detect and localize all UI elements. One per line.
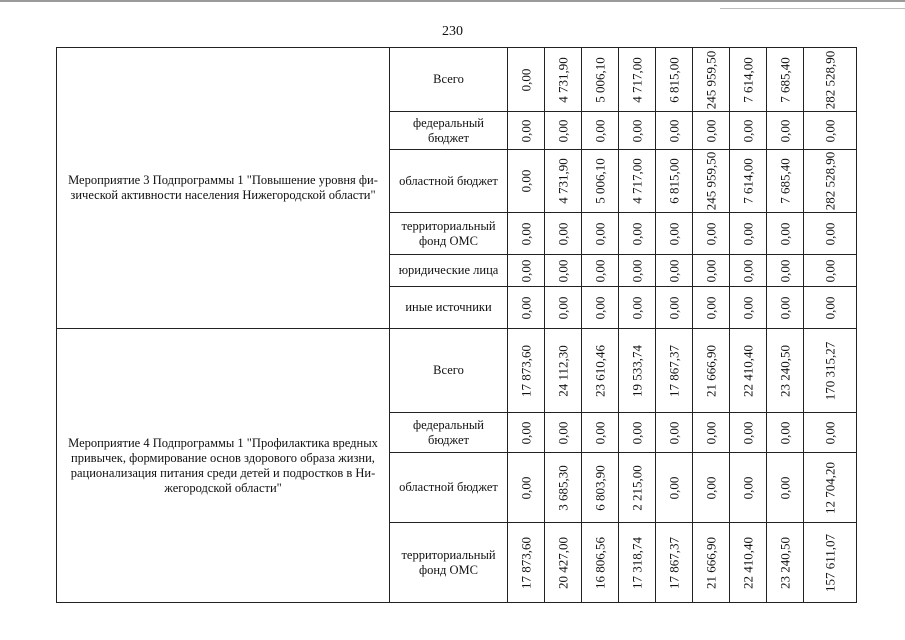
value-text: 282 528,90 xyxy=(822,50,838,109)
value-text: 245 959,50 xyxy=(703,50,719,109)
value-cell xyxy=(545,413,582,453)
value-text: 0,00 xyxy=(555,259,571,282)
value-text: 0,00 xyxy=(777,222,793,245)
value-cell xyxy=(545,255,582,287)
value-cell xyxy=(582,150,619,213)
value-text: 0,00 xyxy=(629,222,645,245)
value-text: 0,00 xyxy=(629,421,645,444)
value-cell xyxy=(508,150,545,213)
value-text: 6 803,90 xyxy=(592,464,608,511)
value-cell xyxy=(508,329,545,413)
value-text: 17 867,37 xyxy=(666,536,682,589)
value-cell xyxy=(804,213,857,255)
value-text: 4 731,90 xyxy=(555,158,571,204)
value-cell xyxy=(582,255,619,287)
value-text: 157 611,07 xyxy=(822,533,838,592)
value-cell xyxy=(508,523,545,603)
value-text: 0,00 xyxy=(518,68,534,91)
value-cell xyxy=(545,287,582,329)
value-cell xyxy=(508,213,545,255)
value-cell xyxy=(767,255,804,287)
value-cell xyxy=(804,287,857,329)
value-cell xyxy=(730,287,767,329)
value-cell xyxy=(508,112,545,150)
value-text: 0,00 xyxy=(592,119,608,142)
value-cell xyxy=(619,413,656,453)
value-text: 22 410,40 xyxy=(740,344,756,397)
value-text: 19 533,74 xyxy=(629,344,645,397)
value-text: 0,00 xyxy=(629,259,645,282)
value-text: 0,00 xyxy=(592,296,608,319)
value-cell xyxy=(730,112,767,150)
value-text: 0,00 xyxy=(740,119,756,142)
value-text: 0,00 xyxy=(629,119,645,142)
value-cell xyxy=(545,150,582,213)
value-cell xyxy=(693,523,730,603)
value-cell xyxy=(804,112,857,150)
value-cell xyxy=(656,150,693,213)
value-text: 0,00 xyxy=(777,296,793,319)
value-cell xyxy=(804,329,857,413)
value-cell xyxy=(730,413,767,453)
measure-title: Мероприятие 4 Подпрограммы 1 "Профилактика вредных привычек, формирование основ здорового образа жизни, рационализация питания среди детей и подростков в Ни-жегородской области" xyxy=(57,329,390,603)
value-text: 0,00 xyxy=(555,119,571,142)
value-cell xyxy=(693,255,730,287)
value-cell xyxy=(767,213,804,255)
value-text: 22 410,40 xyxy=(740,536,756,589)
value-text: 0,00 xyxy=(592,222,608,245)
value-cell xyxy=(582,112,619,150)
value-text: 7 614,00 xyxy=(740,158,756,204)
value-cell xyxy=(730,213,767,255)
table-row xyxy=(57,48,857,112)
value-text: 0,00 xyxy=(740,296,756,319)
value-cell xyxy=(767,150,804,213)
value-text: 17 873,60 xyxy=(518,344,534,397)
value-cell xyxy=(804,413,857,453)
value-cell xyxy=(730,453,767,523)
value-cell xyxy=(582,287,619,329)
value-text: 0,00 xyxy=(740,259,756,282)
value-cell xyxy=(545,112,582,150)
value-cell xyxy=(508,255,545,287)
value-text: 0,00 xyxy=(518,169,534,193)
value-text: 4 717,00 xyxy=(629,56,645,103)
value-cell xyxy=(767,287,804,329)
value-text: 23 240,50 xyxy=(777,536,793,589)
value-cell xyxy=(804,255,857,287)
value-cell xyxy=(619,255,656,287)
value-text: 23 240,50 xyxy=(777,344,793,397)
value-cell xyxy=(508,287,545,329)
value-text: 3 685,30 xyxy=(555,464,571,511)
value-cell xyxy=(767,48,804,112)
value-cell xyxy=(730,255,767,287)
value-cell xyxy=(730,150,767,213)
value-cell xyxy=(693,329,730,413)
value-text: 6 815,00 xyxy=(666,158,682,204)
value-cell xyxy=(693,213,730,255)
value-cell xyxy=(545,213,582,255)
value-cell xyxy=(730,329,767,413)
value-cell xyxy=(508,413,545,453)
value-cell xyxy=(656,48,693,112)
value-text: 4 731,90 xyxy=(555,56,571,103)
value-text: 0,00 xyxy=(555,222,571,245)
value-text: 5 006,10 xyxy=(592,56,608,103)
value-text: 0,00 xyxy=(703,476,719,499)
table-row xyxy=(57,329,857,413)
value-cell xyxy=(545,329,582,413)
value-text: 0,00 xyxy=(666,421,682,444)
value-cell xyxy=(656,523,693,603)
value-text: 0,00 xyxy=(777,119,793,142)
value-cell xyxy=(619,523,656,603)
value-text: 0,00 xyxy=(666,476,682,499)
funding-source: территориальный фонд ОМС xyxy=(390,523,508,603)
funding-source: иные источники xyxy=(390,287,508,329)
funding-source: областной бюджет xyxy=(390,453,508,523)
value-text: 170 315,27 xyxy=(822,341,838,400)
value-cell xyxy=(767,453,804,523)
value-cell xyxy=(804,523,857,603)
value-cell xyxy=(619,48,656,112)
funding-source: федеральный бюджет xyxy=(390,112,508,150)
value-cell xyxy=(545,453,582,523)
value-cell xyxy=(619,112,656,150)
value-cell xyxy=(619,287,656,329)
funding-source: федеральный бюджет xyxy=(390,413,508,453)
page-number: 230 xyxy=(442,24,463,39)
value-cell xyxy=(693,112,730,150)
value-text: 0,00 xyxy=(822,222,838,245)
value-text: 21 666,90 xyxy=(703,536,719,589)
value-text: 0,00 xyxy=(703,222,719,245)
value-cell xyxy=(693,48,730,112)
value-text: 2 215,00 xyxy=(629,464,645,511)
value-text: 0,00 xyxy=(518,222,534,245)
funding-source: Всего xyxy=(390,48,508,112)
value-text: 7 685,40 xyxy=(777,56,793,103)
funding-source: Всего xyxy=(390,329,508,413)
value-text: 20 427,00 xyxy=(555,536,571,589)
value-cell xyxy=(508,453,545,523)
value-text: 282 528,90 xyxy=(822,151,838,211)
value-text: 5 006,10 xyxy=(592,158,608,204)
value-cell xyxy=(767,523,804,603)
scan-edge-line xyxy=(0,0,905,2)
value-text: 0,00 xyxy=(777,421,793,444)
value-cell xyxy=(619,213,656,255)
value-cell xyxy=(582,453,619,523)
scan-edge-line xyxy=(720,8,905,9)
value-text: 17 867,37 xyxy=(666,344,682,397)
value-text: 7 685,40 xyxy=(777,158,793,204)
value-text: 7 614,00 xyxy=(740,56,756,103)
value-cell xyxy=(656,453,693,523)
value-cell xyxy=(693,413,730,453)
budget-table xyxy=(56,47,857,603)
value-text: 0,00 xyxy=(822,259,838,282)
value-cell xyxy=(767,112,804,150)
value-cell xyxy=(693,287,730,329)
value-text: 0,00 xyxy=(740,421,756,444)
value-cell xyxy=(545,523,582,603)
funding-source: территориальный фонд ОМС xyxy=(390,213,508,255)
value-text: 21 666,90 xyxy=(703,344,719,397)
value-text: 0,00 xyxy=(666,119,682,142)
value-text: 0,00 xyxy=(518,476,534,499)
value-cell xyxy=(656,213,693,255)
value-cell xyxy=(730,523,767,603)
value-cell xyxy=(582,413,619,453)
value-cell xyxy=(693,150,730,213)
value-text: 17 318,74 xyxy=(629,536,645,589)
value-text: 16 806,56 xyxy=(592,536,608,589)
value-text: 0,00 xyxy=(703,296,719,319)
funding-source: областной бюджет xyxy=(390,150,508,213)
value-text: 0,00 xyxy=(703,119,719,142)
value-text: 23 610,46 xyxy=(592,344,608,397)
value-cell xyxy=(582,523,619,603)
value-text: 0,00 xyxy=(822,296,838,319)
value-text: 4 717,00 xyxy=(629,158,645,204)
value-cell xyxy=(582,48,619,112)
value-text: 0,00 xyxy=(592,259,608,282)
value-text: 0,00 xyxy=(703,421,719,444)
value-text: 245 959,50 xyxy=(703,151,719,211)
value-text: 0,00 xyxy=(629,296,645,319)
value-text: 12 704,20 xyxy=(822,461,838,514)
value-cell xyxy=(656,255,693,287)
value-text: 0,00 xyxy=(777,476,793,499)
measure-title: Мероприятие 3 Подпрограммы 1 "Повышение уровня фи-зической активности населения Нижегородской области" xyxy=(57,48,390,329)
value-cell xyxy=(619,150,656,213)
value-text: 0,00 xyxy=(555,421,571,444)
value-cell xyxy=(656,329,693,413)
value-text: 0,00 xyxy=(518,259,534,282)
value-cell xyxy=(730,48,767,112)
value-cell xyxy=(656,413,693,453)
value-cell xyxy=(619,453,656,523)
value-text: 0,00 xyxy=(555,296,571,319)
value-cell xyxy=(656,287,693,329)
value-text: 0,00 xyxy=(822,119,838,142)
value-text: 0,00 xyxy=(740,476,756,499)
value-cell xyxy=(582,213,619,255)
value-cell xyxy=(693,453,730,523)
value-cell xyxy=(804,150,857,213)
value-text: 0,00 xyxy=(703,259,719,282)
value-text: 0,00 xyxy=(777,259,793,282)
value-text: 0,00 xyxy=(740,222,756,245)
value-text: 0,00 xyxy=(666,222,682,245)
value-text: 17 873,60 xyxy=(518,536,534,589)
value-text: 0,00 xyxy=(518,296,534,319)
value-text: 0,00 xyxy=(518,119,534,142)
value-cell xyxy=(545,48,582,112)
funding-source: юридические лица xyxy=(390,255,508,287)
value-cell xyxy=(767,329,804,413)
value-cell xyxy=(508,48,545,112)
value-cell xyxy=(804,453,857,523)
value-text: 0,00 xyxy=(822,421,838,444)
value-text: 0,00 xyxy=(666,259,682,282)
value-text: 0,00 xyxy=(518,421,534,444)
value-text: 0,00 xyxy=(592,421,608,444)
value-cell xyxy=(656,112,693,150)
value-cell xyxy=(619,329,656,413)
value-cell xyxy=(804,48,857,112)
value-text: 0,00 xyxy=(666,296,682,319)
value-cell xyxy=(582,329,619,413)
value-text: 24 112,30 xyxy=(555,344,571,397)
value-cell xyxy=(767,413,804,453)
value-text: 6 815,00 xyxy=(666,56,682,103)
